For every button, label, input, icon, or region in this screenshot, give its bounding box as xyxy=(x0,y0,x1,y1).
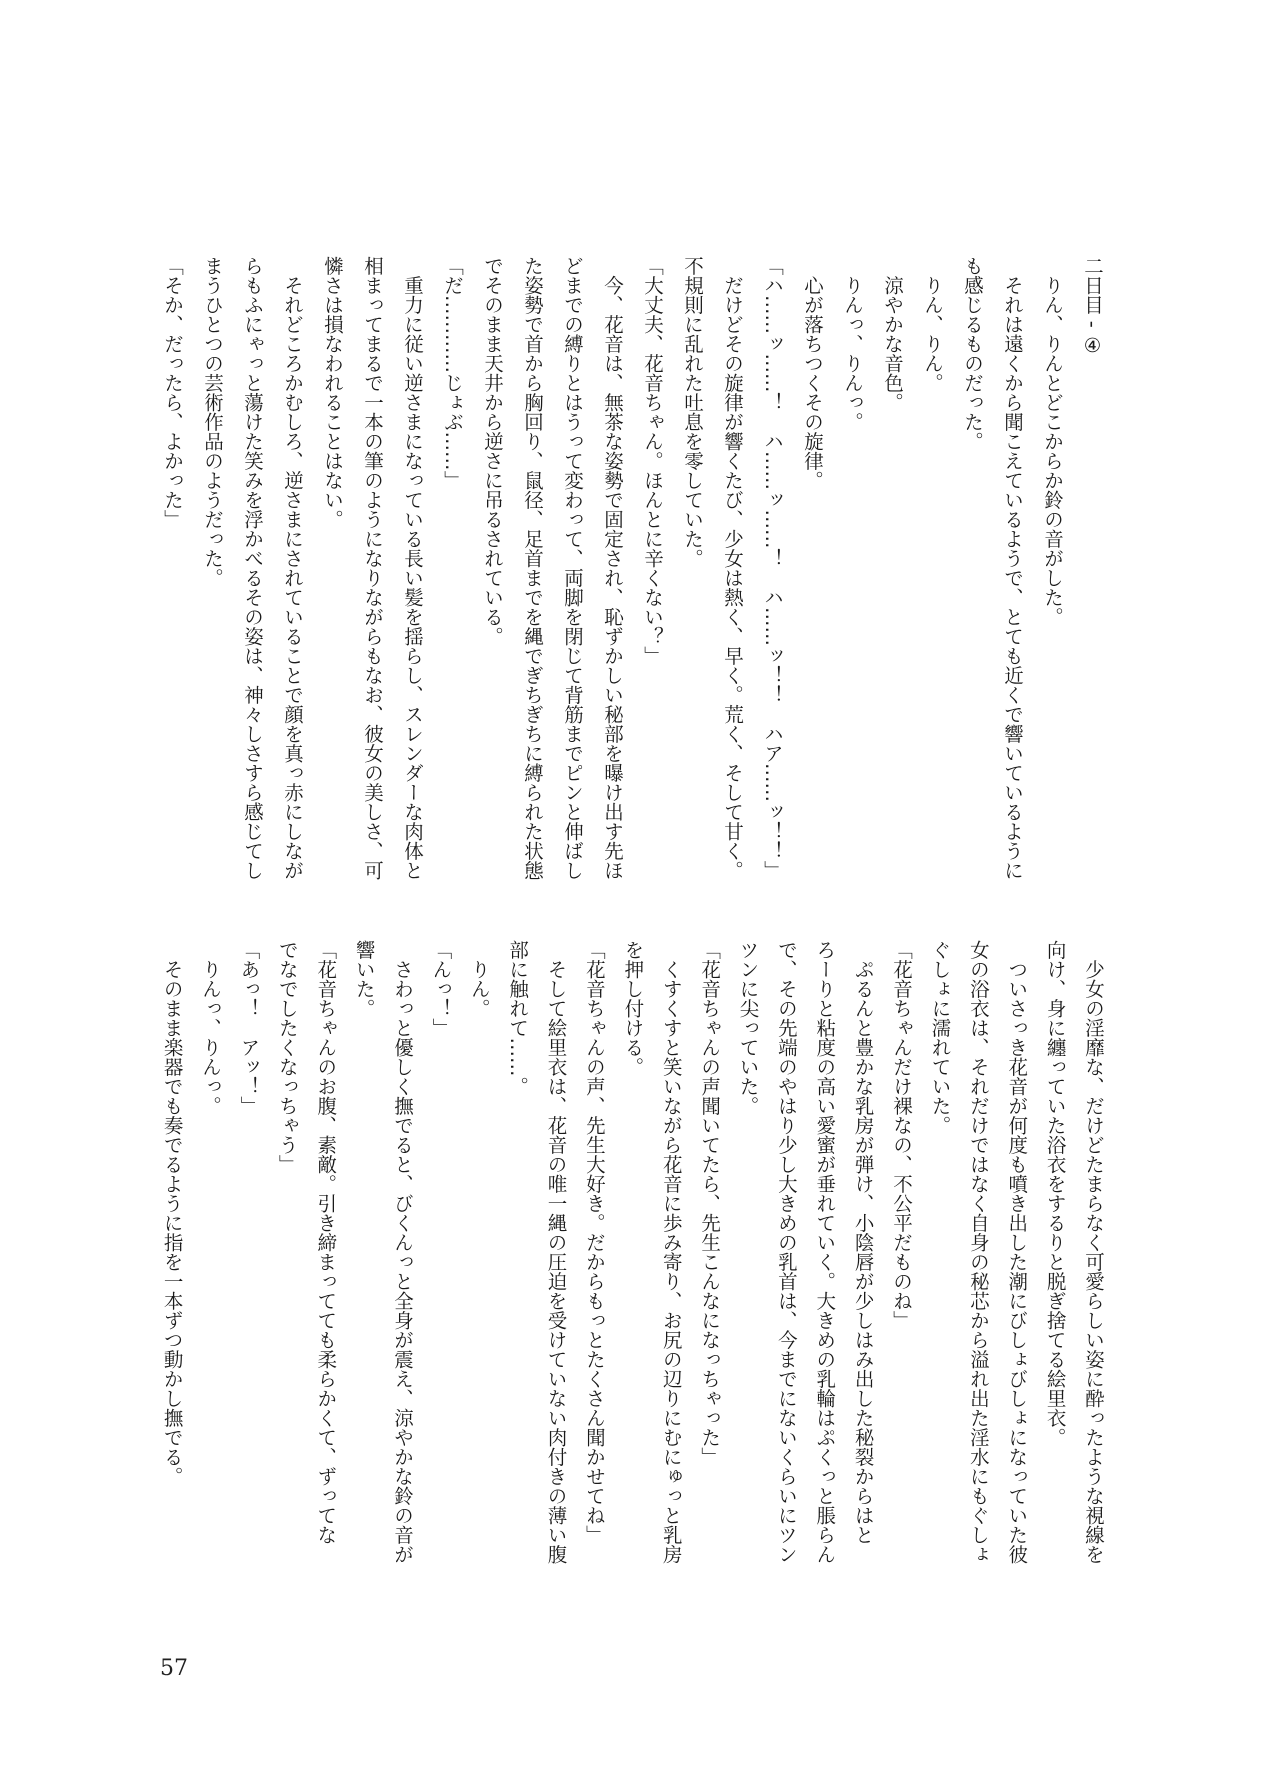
text-line: た姿勢で首から胸回り、鼠径、足首までを縄でぎちぎちに縛られた状態 xyxy=(521,256,544,880)
text-line: りんっ、りんっ。 xyxy=(841,256,864,432)
text-line: 憐さは損なわれることはない。 xyxy=(321,256,344,529)
text-line: 「んっ！」 xyxy=(429,940,453,1038)
text-line: 部に触れて……。 xyxy=(506,940,530,1096)
text-line: りん、りん。 xyxy=(921,256,944,393)
text-line: 「ハ……ッ……！ ハ……ッ……！ ハ……ッ！！ ハア……ッ！！」 xyxy=(761,256,784,880)
text-line: らもふにゃっと蕩けた笑みを浮かべるその姿は、神々しさすら感じてし xyxy=(241,256,264,880)
text-line: 「花音ちゃんの声聞いてたら、先生こんなになっちゃった」 xyxy=(698,940,722,1467)
text-line: 「だ…………じょぶ……」 xyxy=(441,256,464,490)
text-line: まうひとつの芸術作品のようだった。 xyxy=(201,256,224,588)
text-line: そのまま楽器でも奏でるように指を一本ずつ動かし撫でる。 xyxy=(160,940,184,1486)
text-line: ぐしょに濡れていた。 xyxy=(928,940,952,1135)
text-line: 重力に従い逆さまになっている長い髪を揺らし、スレンダーな肉体と xyxy=(401,256,424,880)
text-line: ツンに尖っていた。 xyxy=(736,940,760,1116)
text-line: 少女の淫靡な、だけどたまらなく可愛らしい姿に酔ったような視線を xyxy=(1082,940,1105,1564)
text-line: 「そか、だったら、よかった」 xyxy=(161,256,184,529)
text-line: りん、りんとどこからか鈴の音がした。 xyxy=(1041,256,1064,627)
text-line: 女の浴衣は、それだけではなく自身の秘芯から溢れ出た淫水にもぐしょ xyxy=(966,940,990,1564)
text-line: 涼やかな音色。 xyxy=(881,256,904,412)
text-line: さわっと優しく撫でると、びくんっと全身が震え、涼やかな鈴の音が xyxy=(390,940,414,1564)
text-line: 「大丈夫、花音ちゃん。ほんとに辛くない？」 xyxy=(641,256,664,666)
text-line: ろーりと粘度の高い愛蜜が垂れていく。大きめの乳輪はぷくっと脹らん xyxy=(813,940,837,1564)
lower-text-block xyxy=(152,940,1112,1620)
text-line: も感じるものだった。 xyxy=(961,256,984,451)
text-line: でそのまま天井から逆さに吊るされている。 xyxy=(481,256,504,646)
text-line: それは遠くから聞こえているようで、とても近くで響いているように xyxy=(1001,256,1024,880)
text-line: 心が落ちつくその旋律。 xyxy=(801,256,824,490)
chapter-title: 二日目 - ④ xyxy=(1081,256,1104,357)
text-line: だけどその旋律が響くたび、少女は熱く、早く。荒く、そして甘く。 xyxy=(721,256,744,880)
page-number: 57 xyxy=(160,1656,188,1681)
text-line: 相まってまるで一本の筆のようになりながらもなお、彼女の美しさ、可 xyxy=(361,256,384,880)
text-line: 「花音ちゃんだけ裸なの、不公平だものね」 xyxy=(890,940,914,1330)
text-line: くすくすと笑いながら花音に歩み寄り、お尻の辺りにむにゅっと乳房 xyxy=(659,940,683,1564)
text-line: で、その先端のやはり少し大きめの乳首は、今までにないくらいにツン xyxy=(774,940,798,1564)
text-line: ぷるんと豊かな乳房が弾け、小陰唇が少しはみ出した秘裂からはと xyxy=(851,940,875,1545)
text-line: 響いた。 xyxy=(352,940,376,1018)
text-line: 不規則に乱れた吐息を零していた。 xyxy=(681,256,704,568)
text-line: ついさっき花音が何度も噴き出した潮にびしょびしょになっていた彼 xyxy=(1005,940,1029,1564)
text-line: でなでしたくなっちゃう」 xyxy=(275,940,299,1174)
text-line: 「花音ちゃんのお腹、素敵。引き締まってても柔らかくて、ずってな xyxy=(314,940,338,1545)
text-line: そして絵里衣は、花音の唯一縄の圧迫を受けていない肉付きの薄い腹 xyxy=(544,940,568,1564)
text-line: 今、花音は、無茶な姿勢で固定され、恥ずかしい秘部を曝け出す先ほ xyxy=(601,256,624,880)
text-line: りん。 xyxy=(467,940,491,1018)
upper-text-block xyxy=(152,256,1112,936)
text-line: どまでの縛りとはうって変わって、両脚を閉じて背筋までピンと伸ばし xyxy=(561,256,584,880)
text-line: りんっ、りんっ。 xyxy=(199,940,223,1116)
text-line: 「花音ちゃんの声、先生大好き。だからもっとたくさん聞かせてね」 xyxy=(582,940,606,1545)
text-line: 「あっ！ アッ！」 xyxy=(237,940,261,1116)
text-line: それどころかむしろ、逆さまにされていることで顔を真っ赤にしなが xyxy=(281,256,304,880)
text-line: を押し付ける。 xyxy=(621,940,645,1077)
text-line: 向け、身に纏っていた浴衣をするりと脱ぎ捨てる絵里衣。 xyxy=(1043,940,1067,1447)
